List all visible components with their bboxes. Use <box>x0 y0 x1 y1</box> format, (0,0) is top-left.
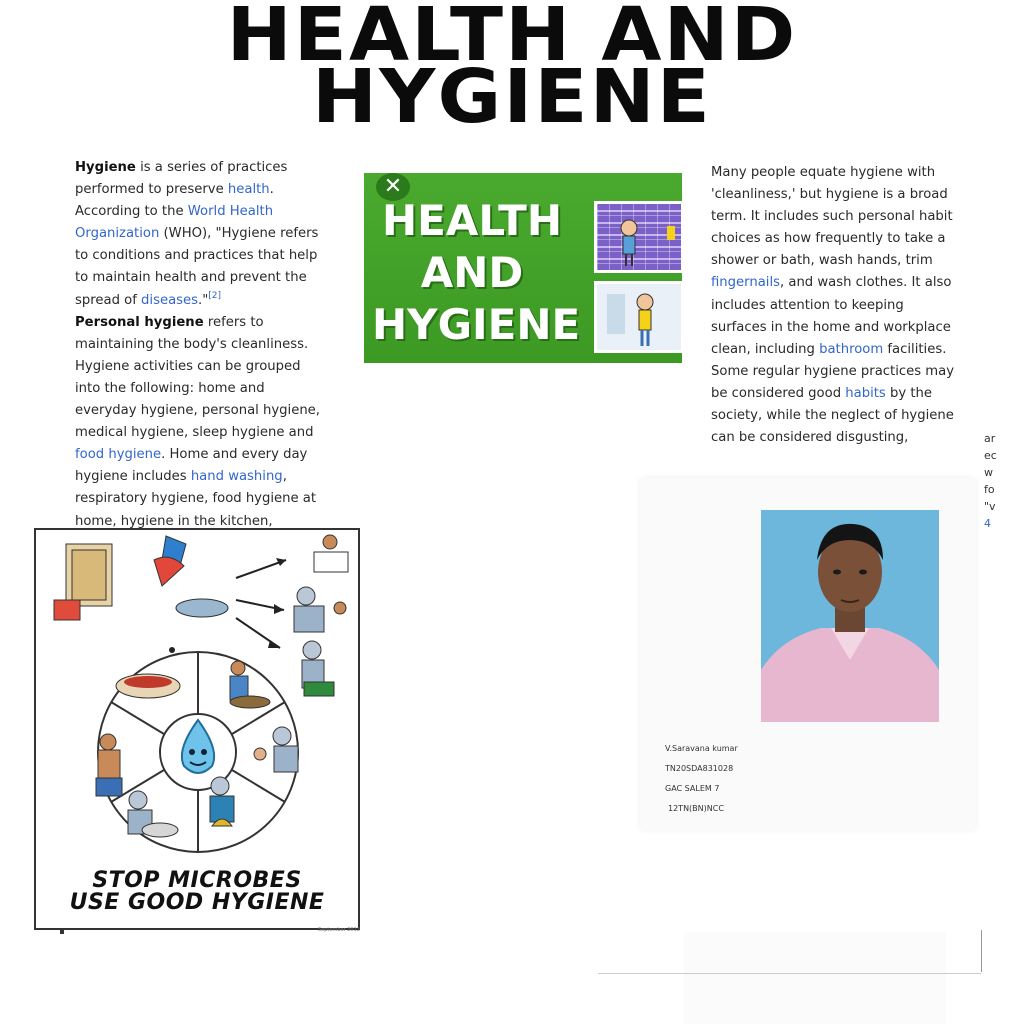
card-unit: 12TN(BN)NCC <box>668 804 724 813</box>
divider-horizontal <box>598 973 981 974</box>
poster-caption <box>36 870 358 914</box>
title-line-2: HYGIENE <box>312 54 712 140</box>
text-span: is a series of practices performed to preserve <box>75 160 288 198</box>
text-span: ." <box>198 292 209 308</box>
stop-microbes-poster <box>34 528 360 930</box>
cropped-text-fragment <box>984 430 1024 530</box>
link-who[interactable]: World Health Organization <box>75 204 274 242</box>
reference-link[interactable]: [2] <box>208 290 222 301</box>
link-hand-washing[interactable]: hand washing <box>190 469 283 485</box>
text-span: refers to maintaining the body's cleanliness. Hygiene activities can be grouped into the following: home and everyday hygiene, personal hygiene, medical hygiene, sleep hygiene and <box>75 314 320 441</box>
student-photo <box>761 510 939 722</box>
fragment-line: ec <box>984 449 997 462</box>
poster-illustration <box>36 530 358 870</box>
link-bathroom[interactable]: bathroom <box>819 341 884 357</box>
text-span: facilities. Some regular hygiene practices may be considered good <box>711 341 955 401</box>
person-portrait-icon <box>761 510 939 722</box>
term-hygiene: Hygiene <box>75 160 136 175</box>
banner-line: HEALTH <box>382 196 562 245</box>
illustration-shower-panel <box>594 201 684 273</box>
banner-title <box>372 195 581 351</box>
card-reg-number: TN20SDA831028 <box>665 764 734 773</box>
fragment-line: w <box>984 466 993 479</box>
faded-area <box>684 932 946 1024</box>
banner-line: AND <box>420 248 524 297</box>
illustration-washing-panel <box>594 281 684 353</box>
fragment-line: fo <box>984 483 995 496</box>
text-span: . According to the <box>75 182 274 220</box>
title-line-1: HEALTH AND <box>226 0 798 78</box>
caption-line: USE GOOD HYGIENE <box>69 890 325 915</box>
health-hygiene-banner <box>364 173 682 363</box>
term-personal-hygiene: Personal hygiene <box>75 314 204 330</box>
text-span: Many people equate hygiene with 'cleanliness,' but hygiene is a broad term. It includes such personal habit choices as how frequently to take a shower or bath, wash hands, trim <box>711 165 953 269</box>
fragment-line: ar <box>984 432 996 445</box>
text-span: . Home and every day hygiene includes <box>75 447 308 485</box>
caption-line: STOP MICROBES <box>92 868 302 893</box>
right-article-text <box>711 162 961 446</box>
mark-dot <box>60 930 64 934</box>
fragment-line: "v <box>984 500 996 513</box>
page-title <box>184 0 839 140</box>
close-icon[interactable]: ✕ <box>376 173 410 201</box>
link-health[interactable]: health <box>227 182 270 198</box>
text-span: , respiratory hygiene, food hygiene at home, hygiene in the kitchen, <box>75 469 317 529</box>
left-article-text <box>75 157 325 529</box>
link-habits[interactable]: habits <box>845 385 886 401</box>
fragment-line: 4 <box>984 517 991 530</box>
banner-line: HYGIENE <box>372 300 581 349</box>
link-fingernails[interactable]: fingernails <box>711 275 780 291</box>
card-college: GAC SALEM 7 <box>665 784 720 793</box>
text-span: , and wash clothes. It also includes attention to keeping surfaces in the home and workplace clean, including <box>711 275 952 357</box>
divider-vertical <box>981 930 982 972</box>
text-span: by the society, while the neglect of hygiene can be considered disgusting, <box>711 385 954 446</box>
card-name: V.Saravana kumar <box>665 744 738 753</box>
poster-date: September 2012 <box>318 927 360 933</box>
link-food-hygiene[interactable]: food hygiene <box>75 447 162 463</box>
text-span: (WHO), "Hygiene refers to conditions and practices that help to maintain health and prevent the spread of <box>75 226 319 308</box>
link-diseases[interactable]: diseases <box>141 292 199 308</box>
